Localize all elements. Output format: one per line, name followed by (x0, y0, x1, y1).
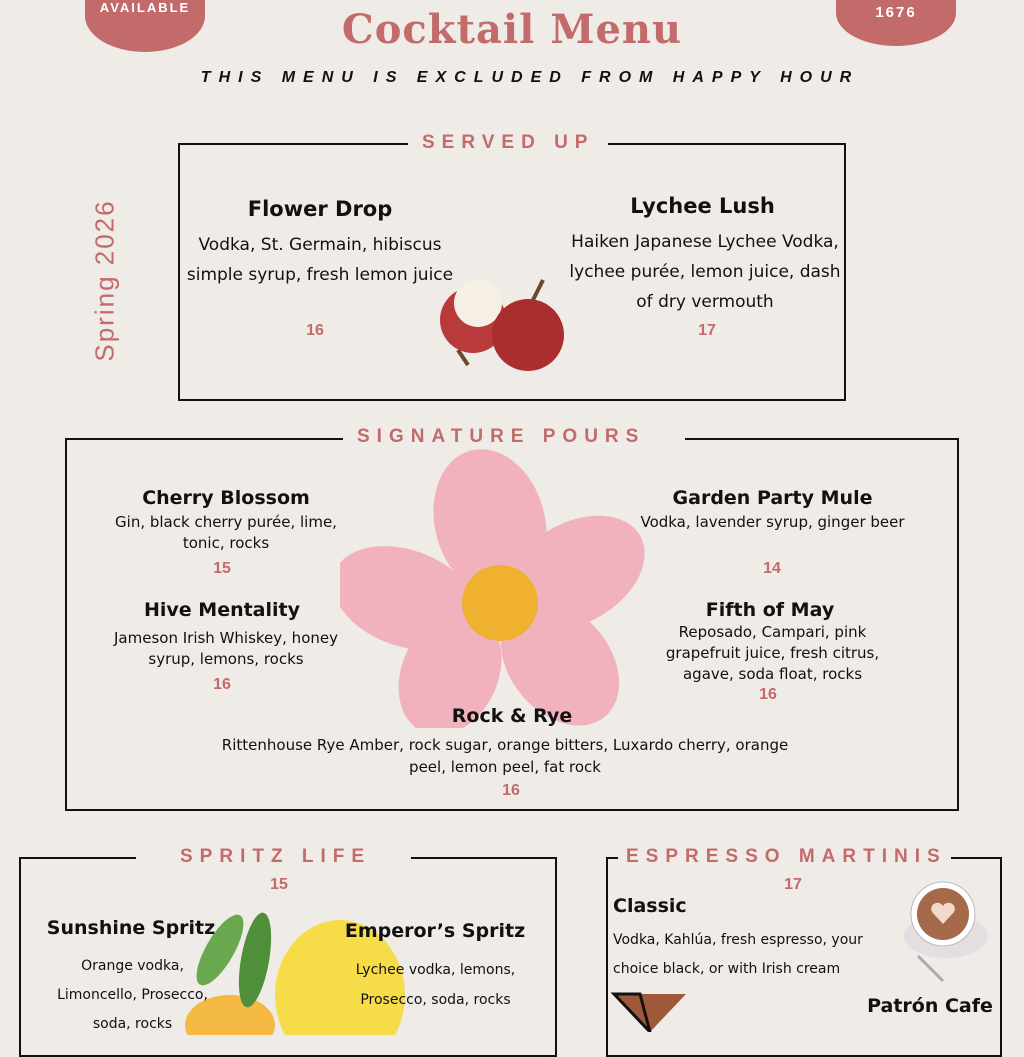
drink-name: Rock & Rye (451, 705, 573, 727)
drink-desc: Lychee vodka, lemons, Prosecco, soda, rocks (355, 962, 516, 1008)
drink-price: 16 (759, 686, 777, 703)
drink-price: 16 (502, 782, 520, 799)
drink-desc: Reposado, Campari, pink grapefruit juice, fresh citrus, agave, soda float, rocks (665, 623, 880, 683)
drink-price: 17 (698, 322, 716, 339)
drink-desc: Vodka, Kahlúa, fresh espresso, your choice black, or with Irish cream (613, 932, 863, 977)
drink-name: Hive Mentality (143, 599, 301, 621)
drink-price: 15 (213, 560, 231, 577)
drink-desc: Rittenhouse Rye Amber, rock sugar, orange bitters, Luxardo cherry, orange peel, lemon peel, fat rock (221, 736, 789, 776)
drink-desc: Vodka, lavender syrup, ginger beer (640, 513, 905, 531)
season-label: Spring 2026 (89, 199, 120, 362)
badge-text: AVAILABLE (99, 0, 191, 15)
martini-glass-icon (610, 992, 690, 1032)
drink-name: Cherry Blossom (142, 487, 310, 509)
drink-name: Classic (613, 895, 687, 917)
happy-hour-notice: THIS MENU IS EXCLUDED FROM HAPPY HOUR (200, 69, 860, 86)
flower-illustration (340, 448, 650, 728)
drink-price: 16 (213, 676, 231, 693)
spritz-price: 15 (270, 876, 288, 893)
espresso-price: 17 (784, 876, 802, 893)
drink-name: Garden Party Mule (672, 487, 873, 509)
drink-name: Emperor’s Spritz (344, 920, 526, 942)
drink-name: Lychee Lush (630, 194, 775, 218)
drink-price: 14 (763, 560, 781, 577)
section-heading: ESPRESSO MARTINIS (618, 846, 951, 868)
badge-text: 1676 (875, 4, 917, 21)
drink-desc: Jameson Irish Whiskey, honey syrup, lemons, rocks (114, 629, 338, 668)
drink-desc: Gin, black cherry purée, lime, tonic, rocks (115, 513, 337, 552)
drink-name: Flower Drop (247, 197, 393, 221)
drink-desc: Vodka, St. Germain, hibiscus simple syrup, fresh lemon juice (186, 235, 454, 285)
menu-title: Cocktail Menu (341, 6, 683, 53)
drink-name: Fifth of May (705, 599, 835, 621)
drink-name: Sunshine Spritz (46, 917, 216, 939)
lychee-illustration (428, 265, 573, 385)
section-heading: SERVED UP (408, 132, 608, 154)
drink-desc: Haiken Japanese Lychee Vodka, lychee purée, lemon juice, dash of dry vermouth (569, 232, 841, 312)
section-heading: SIGNATURE POURS (343, 426, 685, 448)
coffee-cup-illustration (898, 876, 998, 986)
drink-desc: Orange vodka, Limoncello, Prosecco, soda, rocks (57, 958, 208, 1032)
drink-name: Patrón Cafe (867, 995, 993, 1017)
drink-price: 16 (306, 322, 324, 339)
section-heading: SPRITZ LIFE (136, 846, 411, 868)
